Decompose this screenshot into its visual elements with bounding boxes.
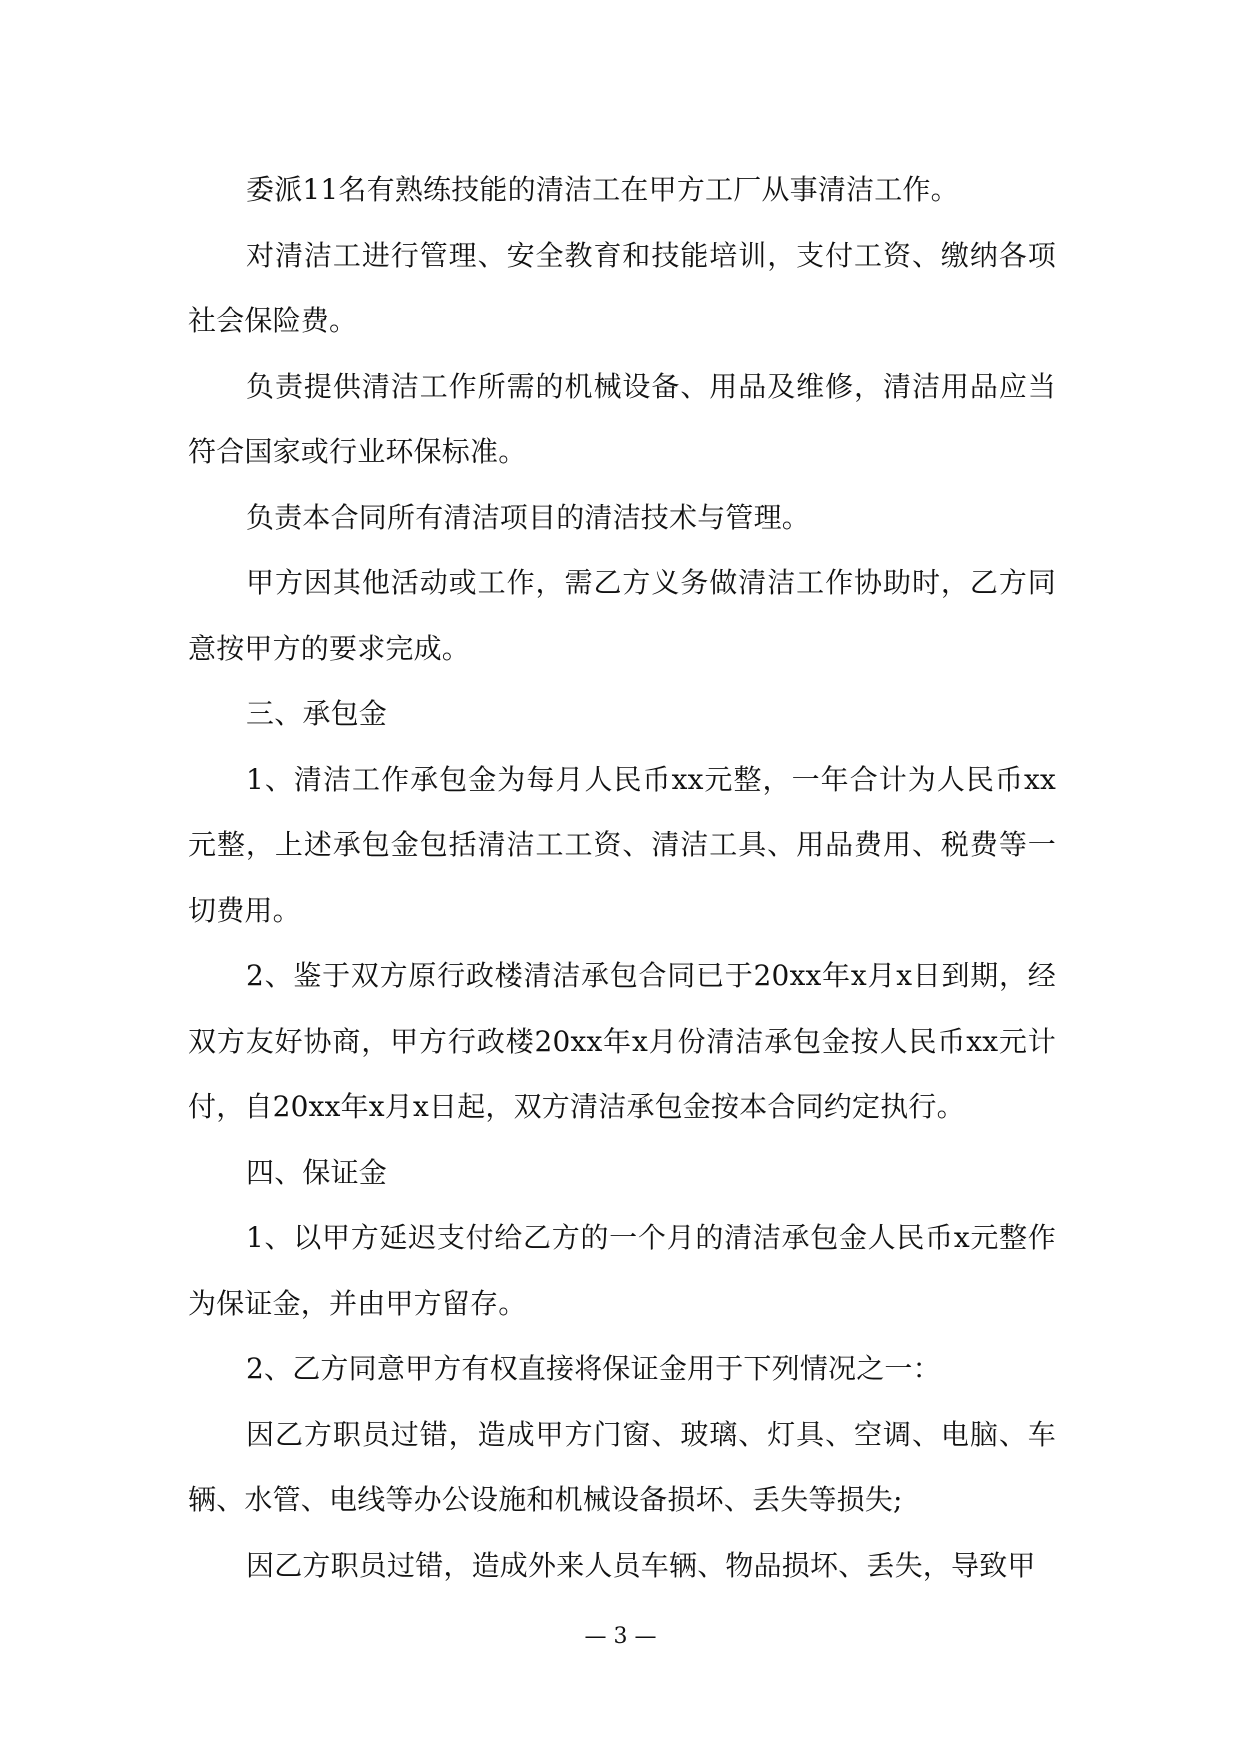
paragraph: 因乙方职员过错，造成甲方门窗、玻璃、灯具、空调、电脑、车辆、水管、电线等办公设施和机械设备损坏、丢失等损失;: [188, 1417, 1056, 1516]
paragraph: 1、清洁工作承包金为每月人民币xx元整，一年合计为人民币xx元整，上述承包金包括清洁工工资、清洁工具、用品费用、税费等一切费用。: [188, 762, 1056, 927]
paragraph: 2、鉴于双方原行政楼清洁承包合同已于20xx年x月x日到期，经双方友好协商，甲方行政楼20xx年x月份清洁承包金按人民币xx元计付，自20xx年x月x日起，双方清洁承包金按本合同约定执行。: [188, 959, 1056, 1123]
paragraph: 因乙方职员过错，造成外来人员车辆、物品损坏、丢失，导致甲: [246, 1548, 1036, 1582]
section-heading: 三、承包金: [246, 697, 388, 730]
paragraph: 负责提供清洁工作所需的机械设备、用品及维修，清洁用品应当符合国家或行业环保标准。: [188, 369, 1056, 468]
section-heading: 四、保证金: [246, 1155, 388, 1189]
paragraph: 甲方因其他活动或工作，需乙方义务做清洁工作协助时，乙方同意按甲方的要求完成。: [188, 566, 1056, 665]
paragraph: 2、乙方同意甲方有权直接将保证金用于下列情况之一：: [246, 1352, 941, 1385]
paragraph: 对清洁工进行管理、安全教育和技能培训，支付工资、缴纳各项社会保险费。: [188, 238, 1056, 337]
paragraph: 委派11名有熟练技能的清洁工在甲方工厂从事清洁工作。: [246, 173, 959, 206]
document-body: [188, 157, 1056, 1598]
paragraph: 负责本合同所有清洁项目的清洁技术与管理。: [246, 500, 811, 534]
page-number: — 3 —: [584, 1624, 657, 1649]
paragraph: 1、以甲方延迟支付给乙方的一个月的清洁承包金人民币x元整作为保证金，并由甲方留存。: [188, 1221, 1056, 1320]
